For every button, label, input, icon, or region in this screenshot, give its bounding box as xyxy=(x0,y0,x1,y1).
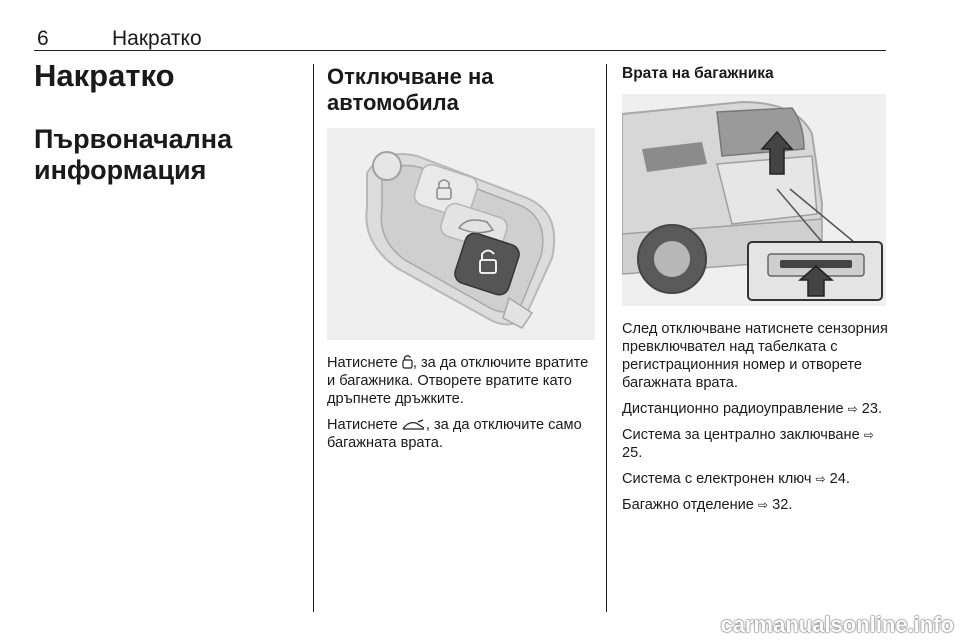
text-run: Натиснете xyxy=(327,417,402,433)
column-2 xyxy=(327,64,595,460)
unlock-paragraph-1 xyxy=(327,354,595,408)
column-divider-1 xyxy=(313,64,314,612)
text-run: , за да отключите само багажната врата. xyxy=(327,417,582,451)
tailgate-illustration xyxy=(622,94,886,306)
section-title: Първоначална информация xyxy=(34,124,233,185)
section-title-tailgate: Врата на багажника xyxy=(622,65,774,82)
unlock-icon xyxy=(402,354,413,369)
section-title-unlocking: Отключване на автомобила xyxy=(327,64,494,115)
ref-page: 24. xyxy=(829,471,850,487)
page-number: 6 xyxy=(37,27,49,50)
ref-page: 32. xyxy=(772,497,793,513)
column-divider-2 xyxy=(606,64,607,612)
tailgate-icon xyxy=(402,419,426,431)
ref-page: 23. xyxy=(861,401,883,417)
unlock-paragraph-2 xyxy=(327,416,595,452)
header-rule xyxy=(34,50,886,51)
ref-arrow-icon: ⇨ xyxy=(757,498,769,512)
cross-reference[interactable] xyxy=(622,470,888,488)
column-1 xyxy=(34,58,304,186)
ref-arrow-icon: ⇨ xyxy=(863,428,874,442)
ref-page: 25. xyxy=(622,445,643,461)
ref-text: Дистанционно радиоуправление xyxy=(622,401,848,417)
ref-arrow-icon: ⇨ xyxy=(815,472,826,486)
ref-text: Система с електронен ключ xyxy=(622,471,816,487)
text-run: Натиснете xyxy=(327,355,402,371)
ref-arrow-icon: ⇨ xyxy=(847,402,858,416)
cross-reference[interactable] xyxy=(622,496,888,514)
key-fob-illustration xyxy=(327,128,595,340)
running-title: Накратко xyxy=(112,27,202,50)
column-3 xyxy=(622,64,888,522)
cross-reference[interactable] xyxy=(622,426,888,462)
text-run: , за да отключите вратите и багажника. Отворете вратите като дръпнете дръжките. xyxy=(327,355,589,407)
tailgate-paragraph: След отключване натиснете сензорния превключвател над табелката с регистрационния номер и отворете багажната врата. xyxy=(622,321,888,391)
cross-reference[interactable] xyxy=(622,400,888,418)
ref-text: Система за централно заключване xyxy=(622,427,864,443)
ref-text: Багажно отделение xyxy=(622,497,758,513)
watermark: carmanualsonline.info xyxy=(720,612,954,637)
chapter-title: Накратко xyxy=(34,58,175,93)
